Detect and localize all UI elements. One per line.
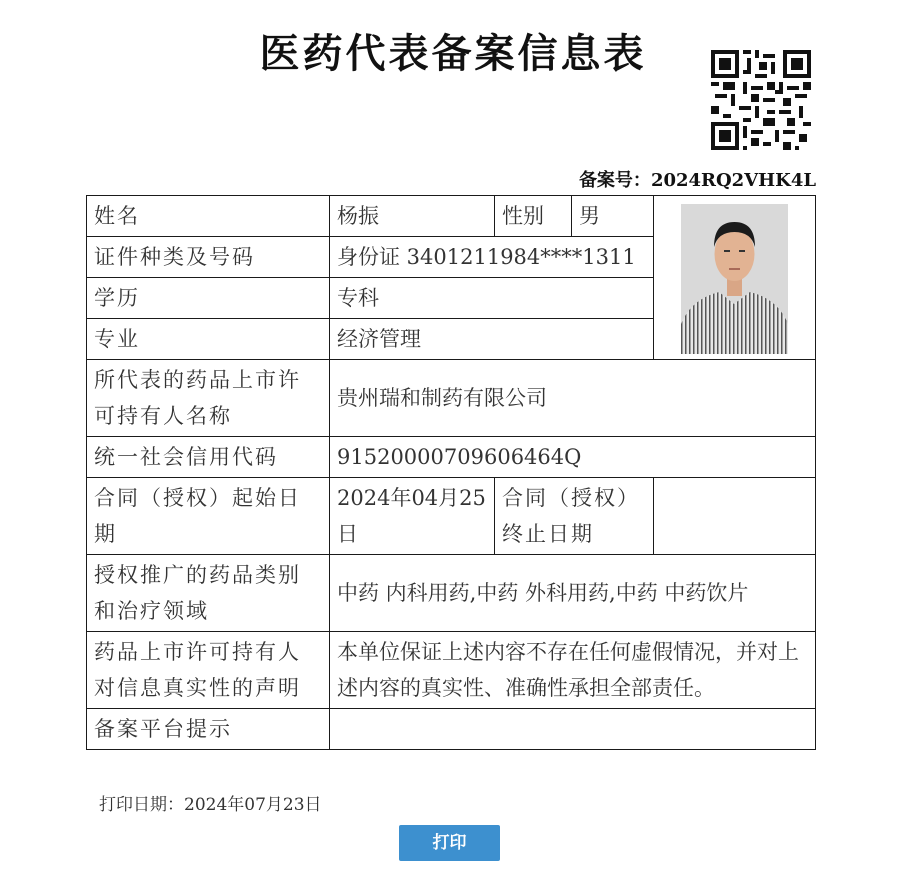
print-date: 打印日期：2024年07月23日 — [99, 795, 322, 815]
info-table — [86, 195, 816, 750]
id-document-value: 身份证 3401211984****1311 — [330, 237, 654, 278]
photo-cell — [654, 196, 816, 360]
contract-end-value — [654, 478, 816, 555]
credit-code-value: 91520000709606464Q — [330, 437, 816, 478]
gender-label: 性别 — [495, 196, 572, 237]
credit-code-label: 统一社会信用代码 — [87, 437, 330, 478]
page-title: 医药代表备案信息表 — [259, 30, 647, 77]
table-row — [87, 196, 816, 237]
major-label: 专业 — [87, 319, 330, 360]
education-label: 学历 — [87, 278, 330, 319]
name-label: 姓名 — [87, 196, 330, 237]
contract-start-label: 合同（授权）起始日期 — [87, 478, 330, 555]
education-value: 专科 — [330, 278, 654, 319]
record-number-value: 2024RQ2VHK4L — [650, 170, 816, 191]
declaration-value: 本单位保证上述内容不存在任何虚假情况，并对上述内容的真实性、准确性承担全部责任。 — [330, 632, 816, 709]
gender-value: 男 — [572, 196, 654, 237]
holder-value: 贵州瑞和制药有限公司 — [330, 360, 816, 437]
table-row — [87, 632, 816, 709]
id-document-label: 证件种类及号码 — [87, 237, 330, 278]
table-row — [87, 478, 816, 555]
table-row — [87, 555, 816, 632]
contract-end-label: 合同（授权）终止日期 — [495, 478, 654, 555]
major-value: 经济管理 — [330, 319, 654, 360]
contract-start-value: 2024年04月25日 — [330, 478, 495, 555]
person-photo — [681, 204, 788, 354]
record-number-label: 备案号： — [578, 170, 651, 191]
table-row — [87, 437, 816, 478]
platform-tip-value — [330, 709, 816, 750]
declaration-label: 药品上市许可持有人对信息真实性的声明 — [87, 632, 330, 709]
holder-label: 所代表的药品上市许可持有人名称 — [87, 360, 330, 437]
table-row — [87, 360, 816, 437]
name-value: 杨振 — [330, 196, 495, 237]
qr-code-icon — [711, 50, 811, 150]
print-button[interactable]: 打印 — [399, 825, 500, 861]
scope-label: 授权推广的药品类别和治疗领域 — [87, 555, 330, 632]
table-row — [87, 709, 816, 750]
platform-tip-label: 备案平台提示 — [87, 709, 330, 750]
record-number — [579, 166, 816, 192]
scope-value: 中药 内科用药,中药 外科用药,中药 中药饮片 — [330, 555, 816, 632]
